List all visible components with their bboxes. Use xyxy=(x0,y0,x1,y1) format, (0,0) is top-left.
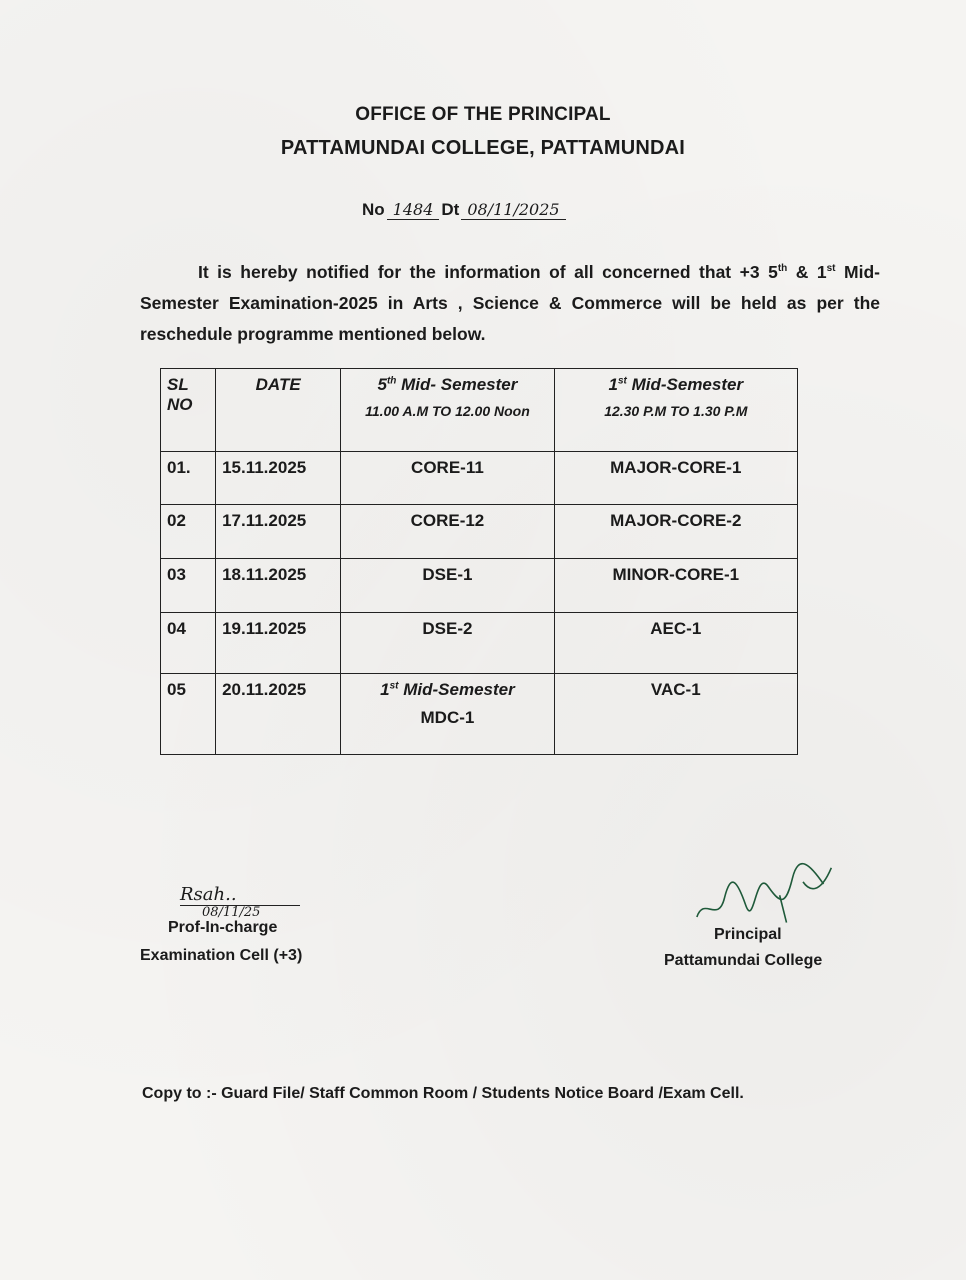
cell-first-paper: MINOR-CORE-1 xyxy=(554,559,797,613)
header-no: NO xyxy=(167,395,193,414)
ref-no-value: 1484 xyxy=(387,200,440,220)
notice-text-1: It is hereby notified for the information of all concerned that +3 5 xyxy=(198,262,778,282)
signature-principal xyxy=(664,856,864,970)
signatory-dept: Examination Cell (+3) xyxy=(140,947,303,964)
mdc-sup: st xyxy=(389,680,399,692)
reference-line xyxy=(362,200,568,220)
ref-date-label: Dt xyxy=(441,200,460,219)
signature-date: 08/11/25 xyxy=(202,905,261,920)
notice-text-2: & 1 xyxy=(787,262,827,282)
header-date: DATE xyxy=(216,369,341,452)
cell-first-paper: VAC-1 xyxy=(554,674,797,755)
cell-sl: 04 xyxy=(161,613,216,674)
cell-date: 18.11.2025 xyxy=(216,559,341,613)
cell-date: 17.11.2025 xyxy=(216,505,341,559)
cell-date: 15.11.2025 xyxy=(216,452,341,505)
cell-first-paper: AEC-1 xyxy=(554,613,797,674)
mdc-num: 1 xyxy=(380,680,390,699)
cell-date: 19.11.2025 xyxy=(216,613,341,674)
header-sl-no xyxy=(161,369,216,452)
college-heading: PATTAMUNDAI COLLEGE, PATTAMUNDAI xyxy=(280,137,686,159)
header-first-num: 1 xyxy=(608,375,618,394)
table-header-row xyxy=(161,369,798,452)
mdc-code: MDC-1 xyxy=(420,708,475,727)
table-row xyxy=(161,559,798,613)
mdc-title: Mid-Semester xyxy=(398,680,515,699)
cell-first-paper: MAJOR-CORE-2 xyxy=(554,505,797,559)
notice-sup-1: th xyxy=(777,263,788,275)
notice-paragraph xyxy=(140,257,880,350)
office-heading: OFFICE OF THE PRINCIPAL xyxy=(355,104,611,125)
header-first-time: 12.30 P.M TO 1.30 P.M xyxy=(604,403,748,419)
notice-sup-2: st xyxy=(826,263,836,275)
table-row xyxy=(161,613,798,674)
header-fifth-num: 5 xyxy=(377,375,387,394)
header-first-semester xyxy=(554,369,797,452)
header-first-sup: st xyxy=(617,375,627,387)
cell-date: 20.11.2025 xyxy=(216,674,341,755)
signatory-title: Prof-In-charge xyxy=(168,919,278,936)
cell-fifth-paper: CORE-12 xyxy=(341,505,554,559)
signatory-college: Pattamundai College xyxy=(664,952,823,969)
signature-prof-in-charge xyxy=(140,885,340,965)
cell-sl: 02 xyxy=(161,505,216,559)
mdc-heading xyxy=(380,680,515,699)
signatory-title: Principal xyxy=(714,926,782,943)
table-row xyxy=(161,674,798,755)
cell-sl: 01. xyxy=(161,452,216,505)
cell-sl: 03 xyxy=(161,559,216,613)
signature-scribble: Rsah.. xyxy=(180,885,300,906)
cell-first-paper: MAJOR-CORE-1 xyxy=(554,452,797,505)
table-row xyxy=(161,505,798,559)
header-fifth-sup: th xyxy=(386,375,397,387)
header-sl: SL xyxy=(167,375,189,394)
principal-signature-scribble xyxy=(680,844,868,938)
signature-icon xyxy=(680,845,858,938)
exam-schedule-table xyxy=(160,368,798,755)
cell-fifth-paper: DSE-2 xyxy=(341,613,554,674)
header-fifth-semester xyxy=(341,369,554,452)
header-fifth-title: Mid- Semester xyxy=(396,375,518,394)
cell-fifth-paper xyxy=(341,674,554,755)
cell-fifth-paper: DSE-1 xyxy=(341,559,554,613)
table-row xyxy=(161,452,798,505)
cell-sl: 05 xyxy=(161,674,216,755)
header-first-title: Mid-Semester xyxy=(626,375,744,394)
copy-to-line: Copy to :- Guard File/ Staff Common Room / Students Notice Board /Exam Cell. xyxy=(142,1085,744,1102)
ref-no-label: No xyxy=(362,200,385,219)
ref-date-value: 08/11/2025 xyxy=(461,200,565,220)
cell-fifth-paper: CORE-11 xyxy=(341,452,554,505)
header-fifth-time: 11.00 A.M TO 12.00 Noon xyxy=(365,403,530,419)
notice-text-3: Mid-Semester Examination-2025 in Arts , Science & Commerce will be held as per the reschedule programme mentioned below. xyxy=(140,262,880,344)
